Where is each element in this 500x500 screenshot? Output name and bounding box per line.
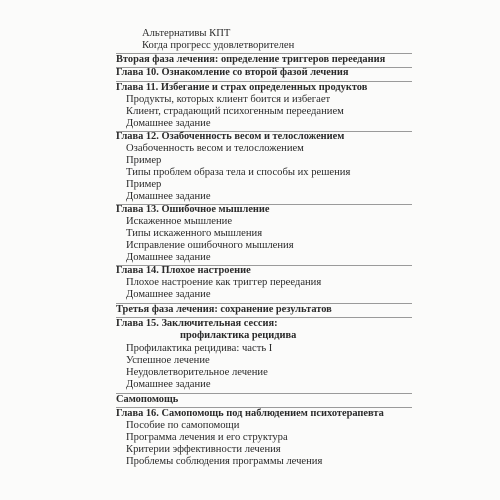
toc-entry-title: Исправление ошибочного мышления: [126, 240, 294, 251]
toc-entry-title: Клиент, страдающий психогенным перееданием: [126, 106, 344, 117]
toc-entry-title: Когда прогресс удовлетворителен: [142, 40, 295, 51]
toc-entry-title: Искаженное мышление: [126, 216, 233, 227]
toc-entry-title: Критерии эффективности лечения: [126, 444, 281, 455]
toc-entry-title: Проблемы соблюдения программы лечения: [126, 456, 323, 467]
toc-entry-title: Домашнее задание: [126, 118, 211, 129]
toc-entry-title: Пример: [126, 155, 162, 166]
toc-entry-title: Третья фаза лечения: сохранение результатов: [116, 304, 332, 315]
toc-entry-title: Профилактика рецидива: часть I: [126, 343, 273, 354]
toc-entry-title: Альтернативы КПТ: [142, 28, 231, 39]
toc-entry-title: профилактика рецидива: [180, 330, 297, 341]
toc-entry-title: Неудовлетворительное лечение: [126, 367, 268, 378]
toc-entry-title: Пример: [126, 179, 162, 190]
toc-entry-title: Вторая фаза лечения: определение триггеров переедания: [116, 54, 386, 65]
toc-entry-title: Успешное лечение: [126, 355, 210, 366]
toc-entry-title: Домашнее задание: [126, 379, 211, 390]
toc-entry-title: Глава 13. Ошибочное мышление: [116, 204, 270, 215]
toc-entry-title: Озабоченность весом и телосложением: [126, 143, 304, 154]
toc-entry-title: Пособие по самопомощи: [126, 420, 240, 431]
toc-entry-title: Самопомощь: [116, 394, 179, 405]
toc-entry-title: Глава 11. Избегание и страх определенных продуктов: [116, 82, 368, 93]
toc-entry-title: Глава 12. Озабоченность весом и телосложением: [116, 131, 345, 142]
toc-entry-title: Глава 14. Плохое настроение: [116, 265, 251, 276]
toc-entry-title: Программа лечения и его структура: [126, 432, 288, 443]
toc-entry-title: Типы искаженного мышления: [126, 228, 263, 239]
toc-entry-title: Плохое настроение как триггер переедания: [126, 277, 322, 288]
toc-entry-title: Глава 10. Ознакомление со второй фазой лечения: [116, 67, 349, 78]
toc-entry-title: Продукты, которых клиент боится и избегает: [126, 94, 331, 105]
toc-entry-title: Глава 15. Заключительная сессия:: [116, 318, 278, 329]
toc-entry-title: Типы проблем образа тела и способы их решения: [126, 167, 351, 178]
toc-entry-title: Домашнее задание: [126, 289, 211, 300]
toc-entry-title: Домашнее задание: [126, 252, 211, 263]
toc-entry-title: Домашнее задание: [126, 191, 211, 202]
toc-entry-title: Глава 16. Самопомощь под наблюдением психотерапевта: [116, 408, 384, 419]
